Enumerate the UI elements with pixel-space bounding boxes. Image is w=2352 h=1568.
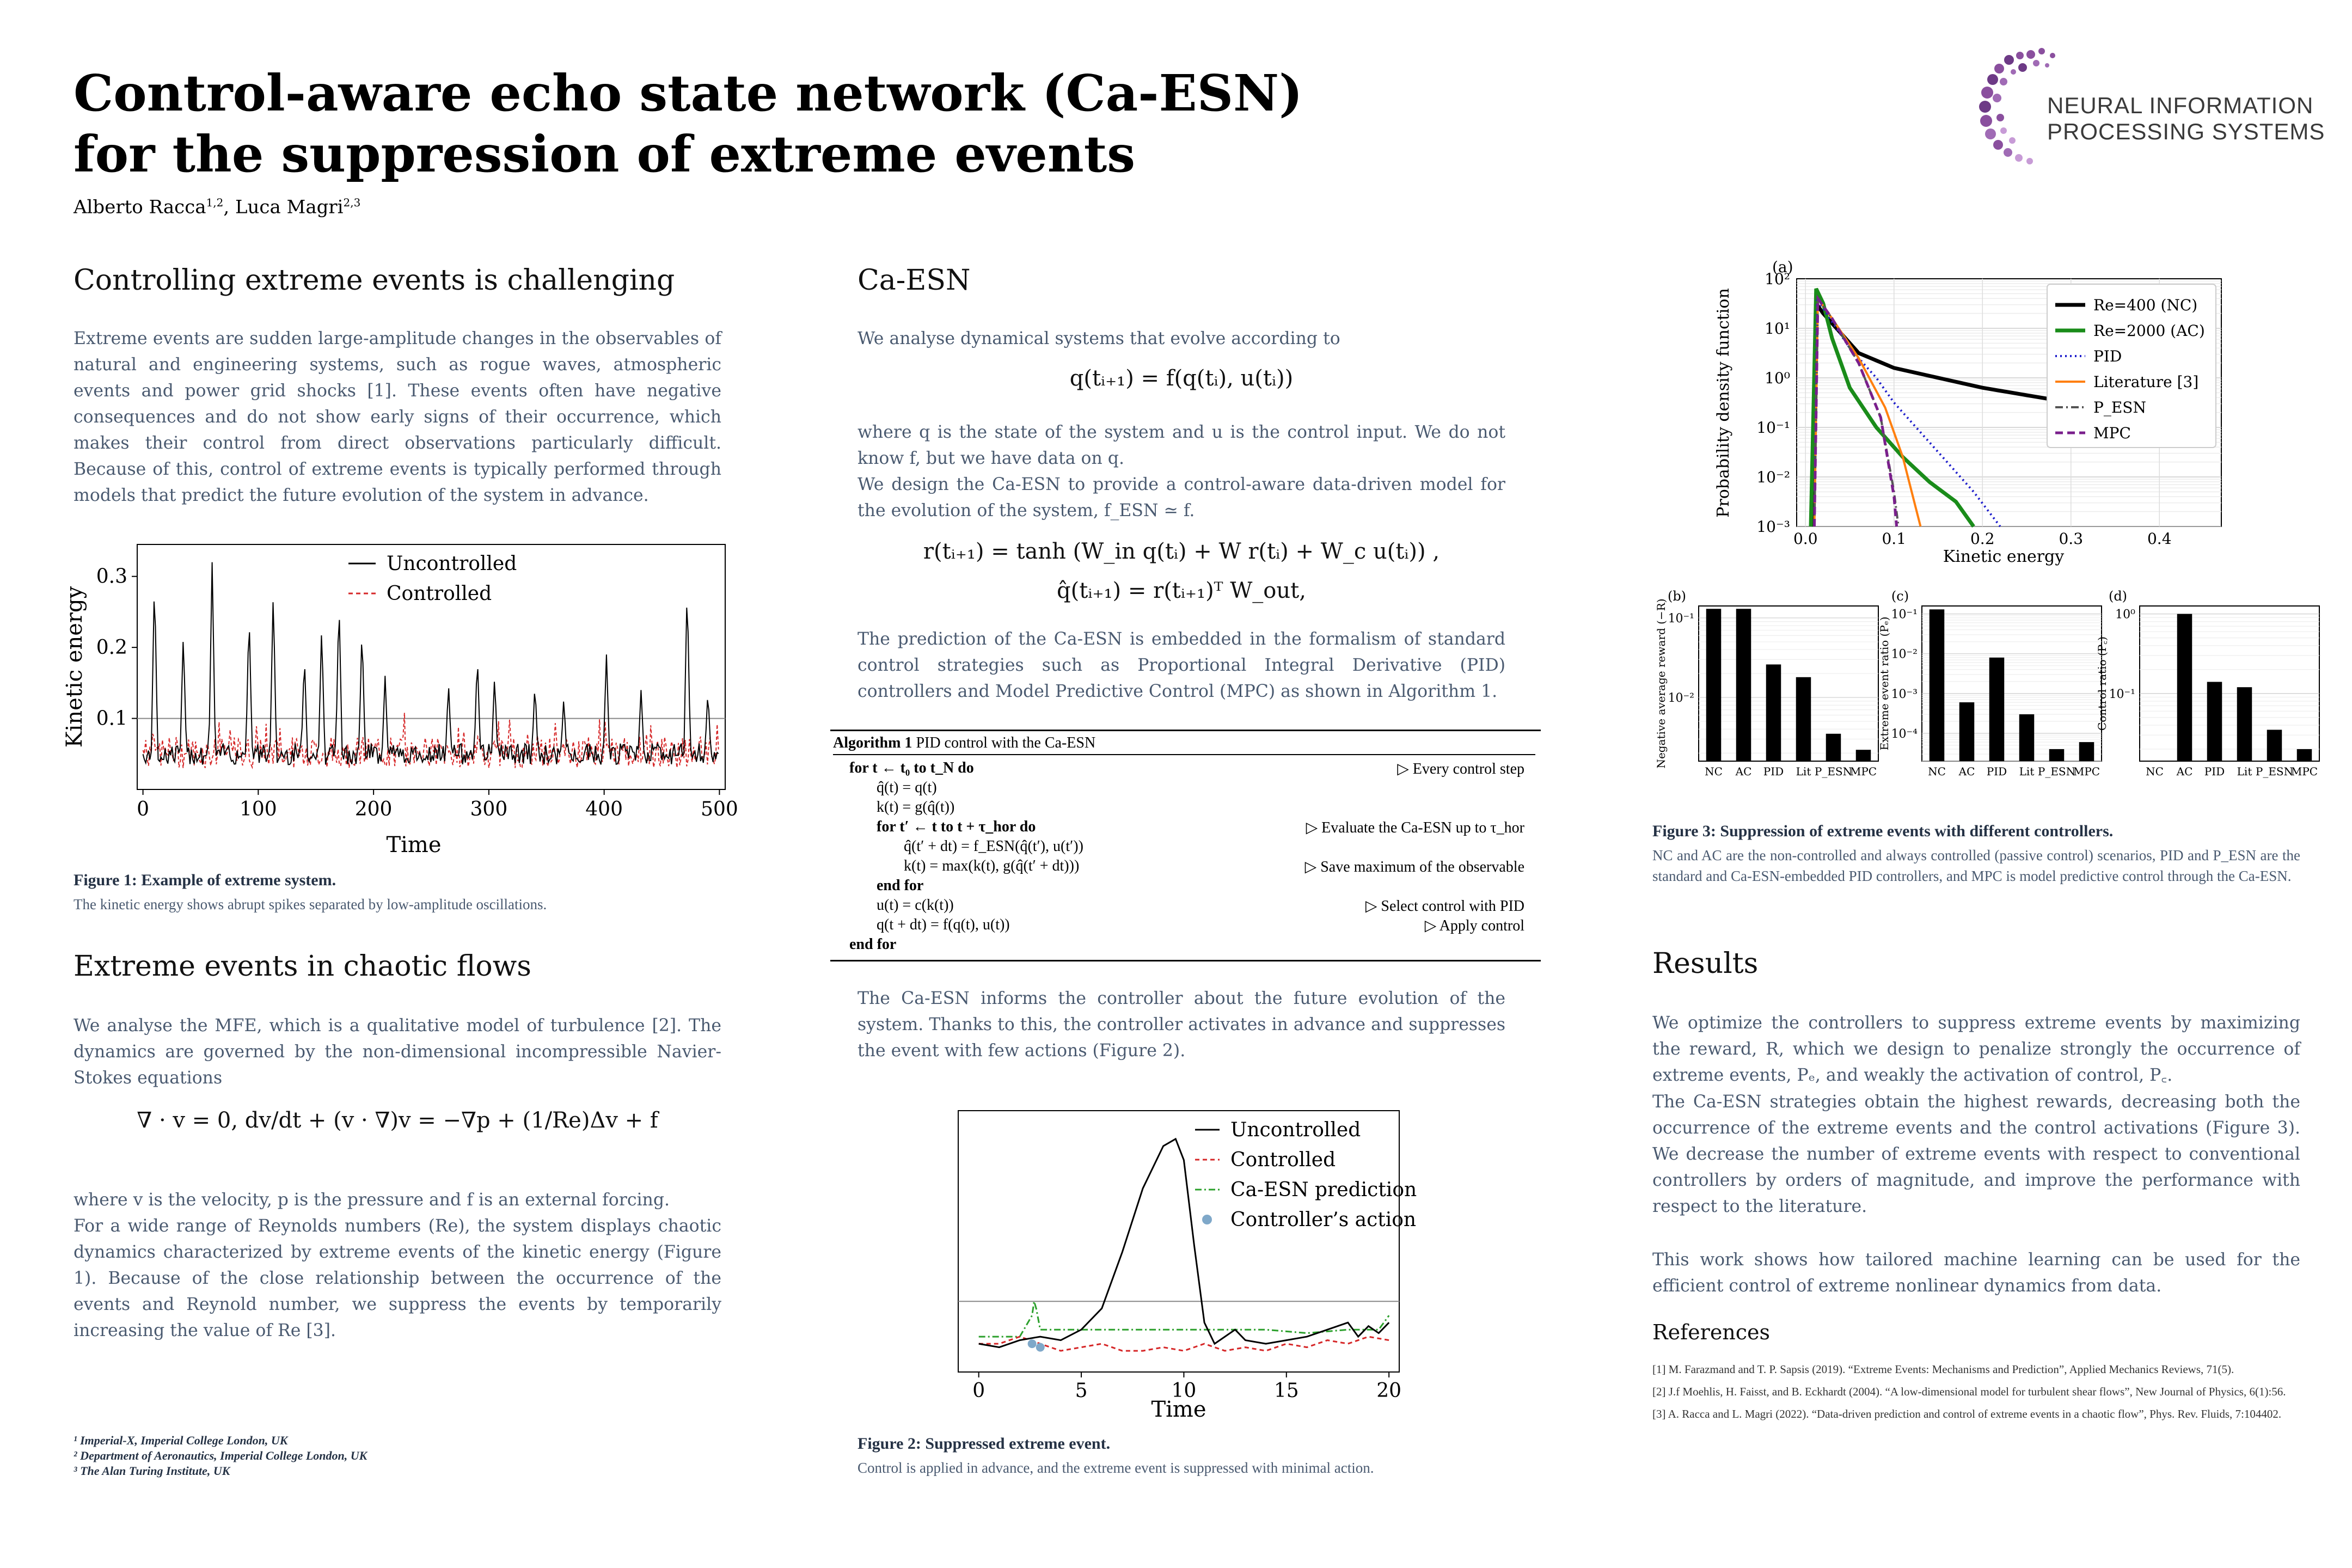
fig3-bar-ytick-label: 10⁻¹ (2109, 687, 2135, 701)
fig2-legend-action: Controller’s action (1230, 1209, 1417, 1231)
fig2-xtick-label: 10 (1171, 1380, 1197, 1402)
esn-output-equation: q̂(tᵢ₊₁) = r(tᵢ₊₁)ᵀ W_out, (1057, 578, 1306, 603)
fig3-bar-ytick-label: 10⁻⁴ (1891, 727, 1918, 741)
fig3-bar-category-label: PID (1986, 765, 2007, 778)
section-text-chaotic-2: where v is the velocity, p is the pressure and f is an external forcing. (74, 1190, 670, 1210)
figure-2-caption-title: Figure 2: Suppressed extreme event. (857, 1435, 1111, 1453)
fig3a-panel-label: (a) (1772, 258, 1793, 276)
fig3-bar-ytick-label: 10⁻³ (1891, 687, 1918, 701)
algorithm-line (849, 897, 1524, 915)
fig3a-legend-label: Re=400 (NC) (2093, 296, 2198, 314)
fig3-bar-category-label: AC (1958, 765, 1975, 778)
fig3-bar (2297, 749, 2312, 761)
algorithm-1 (830, 730, 1541, 961)
section-title-challenge: Controlling extreme events is challenging (74, 264, 675, 297)
section-text-results-2: The Ca-ESN strategies obtain the highest rewards, decreasing both the occurrence of the extreme events and the control activations (Figure 3). We decrease the number of extreme events with respect to conventional controllers by orders of magnitude, and improve the performance with respect to the literature. (1652, 1092, 2300, 1216)
figure-1-caption-title: Figure 1: Example of extreme system. (74, 871, 336, 889)
fig3-bar-category-label: PID (1763, 765, 1784, 778)
fig3-bar-ytick-label: 10⁻¹ (1668, 611, 1694, 626)
footnote-1: ¹ Imperial-X, Imperial College London, UK (74, 1434, 288, 1447)
fig3-bar (2267, 730, 2282, 761)
algorithm-title (833, 734, 1535, 755)
fig3-bar-category-label: NC (1705, 765, 1723, 778)
fig2-xtick-label: 5 (1075, 1380, 1088, 1402)
fig1-legend-uncontrolled: Uncontrolled (387, 553, 517, 575)
fig3-bar (2237, 687, 2252, 761)
algorithm-line-statement: q̂(t) = q(t) (877, 779, 937, 796)
fig3-bar-category-label: P_ESN (1814, 765, 1853, 778)
fig1-xtick-label: 500 (701, 798, 738, 820)
fig2-legend-action-swatch (1202, 1215, 1212, 1224)
fig1-xtick-label: 200 (354, 798, 393, 820)
fig2-xtick-label: 20 (1376, 1380, 1402, 1402)
fig2-xtick-label: 15 (1273, 1380, 1299, 1402)
algorithm-line-statement: k(t) = g(q̂(t)) (877, 799, 955, 816)
reference-1: [1] M. Farazmand and T. P. Sapsis (2019). “Extreme Events: Mechanisms and Prediction”, Applied Mechanics Reviews, 71(5). (1652, 1363, 2234, 1376)
fig3-bar-axes-frame (2140, 606, 2319, 761)
figure-3-caption-text: NC and AC are the non-controlled and always controlled (passive control) scenarios, PID and P_ESN are the standard and Ca-ESN-embedded PID controllers, and MPC is model predictive control through the Ca-ESN. (1652, 847, 2300, 884)
fig3-bar-category-label: Lit (2019, 765, 2035, 778)
fig3a-ytick-label: 10⁰ (1765, 369, 1790, 387)
algorithm-line-statement: end for (877, 877, 924, 894)
algorithm-line-comment: ▷ Select control with PID (1365, 898, 1524, 915)
fig3-bar-axes-frame (1699, 606, 1878, 761)
section-title-chaotic: Extreme events in chaotic flows (74, 950, 531, 983)
figure-3a-chart (1699, 250, 2243, 577)
section-text-chaotic-3: For a wide range of Reynolds numbers (Re), the system displays chaotic dynamics characterized by extreme events of the kinetic energy (Figure 1). Because of the close relationship between the occurrence of the events and Reynold number, we suppress the events by temporarily increasing the value of Re [3]. (74, 1216, 721, 1340)
algorithm-line-comment: ▷ Apply control (1424, 917, 1524, 934)
fig3-bar (1959, 702, 1975, 761)
author-1: Alberto Racca (74, 196, 206, 218)
fig3-bar-ytick-label: 10⁻¹ (1891, 608, 1918, 622)
algorithm-line-statement: end for (849, 936, 897, 953)
algorithm-line (849, 779, 1524, 798)
algorithm-label: Algorithm 1 (833, 734, 912, 751)
fig1-xtick-label: 100 (239, 798, 277, 820)
title-line-1: Control-aware echo state network (Ca-ESN) (74, 64, 1303, 122)
reference-3: [3] A. Racca and L. Magri (2022). “Data-driven prediction and control of extreme events in a chaotic flow”, Phys. Rev. Fluids, 7:104402. (1652, 1407, 2282, 1420)
fig3-fig3c-panel (1878, 589, 2102, 778)
fig3a-legend-label: MPC (2093, 424, 2131, 442)
fig3-bar (1989, 658, 2005, 761)
esn-reservoir-equation: r(tᵢ₊₁) = tanh (W_in q(tᵢ) + W r(tᵢ) + W_c u(tᵢ)) , (923, 539, 1440, 564)
navier-stokes-equation: ∇ · v = 0, dv/dt + (v · ∇)v = −∇p + (1/Re)Δv + f (137, 1108, 658, 1133)
title-line-2: for the suppression of extreme events (74, 125, 1136, 183)
fig3a-xtick-label: 0.4 (2147, 530, 2172, 548)
fig1-ytick-label: 0.2 (96, 636, 127, 659)
algorithm-title-text: PID control with the Ca-ESN (912, 734, 1096, 751)
algorithm-line (849, 799, 1524, 817)
algorithm-line (849, 877, 1524, 896)
fig3-bar (2019, 714, 2035, 761)
fig2-legend-uncontrolled: Uncontrolled (1230, 1119, 1361, 1141)
fig3a-xtick-label: 0.2 (1970, 530, 1995, 548)
logo-text (2047, 93, 2325, 145)
section-text-caesn-1: We analyse dynamical systems that evolve according to (857, 329, 1340, 348)
fig3-bar-ytick-label: 10⁻² (1891, 647, 1918, 661)
dynamics-equation: q(tᵢ₊₁) = f(q(tᵢ), u(tᵢ)) (1069, 366, 1294, 391)
footnote-3: ³ The Alan Turing Institute, UK (74, 1464, 230, 1478)
algorithm-body (849, 759, 1524, 955)
fig3-bar (1856, 750, 1871, 761)
fig3-fig3d-panel (2096, 589, 2319, 778)
fig3-bar-ylabel: Extreme event ratio (Pₑ) (1878, 616, 1891, 751)
neurips-logo-icon (1971, 44, 2058, 174)
neurips-logo (1971, 44, 2341, 174)
fig3a-xtick-label: 0.1 (1882, 530, 1907, 548)
algorithm-line (849, 936, 1524, 954)
fig1-ylabel: Kinetic energy (62, 586, 87, 748)
fig3-bar (1930, 609, 1945, 761)
fig3-bar-category-label: MPC (2290, 765, 2318, 778)
section-text-caesn-5: The Ca-ESN informs the controller about the future evolution of the system. Thanks to this, the controller activates in advance and suppresses the event with few actions (Figure 2). (857, 989, 1505, 1061)
poster-title (74, 63, 1380, 185)
fig3-bar-panel-label: (c) (1891, 589, 1909, 604)
fig3-bar (2079, 742, 2094, 761)
algorithm-line (849, 838, 1524, 856)
fig2-action-point (1028, 1339, 1037, 1348)
fig3a-xlabel: Kinetic energy (1943, 547, 2065, 566)
author-2: , Luca Magri (223, 196, 344, 218)
fig1-xlabel: Time (386, 832, 442, 857)
fig3a-ytick-label: 10⁻³ (1756, 518, 1790, 536)
algorithm-line-statement: u(t) = c(k(t)) (877, 897, 954, 914)
algorithm-line-comment: ▷ Every control step (1397, 761, 1524, 777)
fig3-bar-category-label: AC (1735, 765, 1752, 778)
fig3a-legend-label: P_ESN (2093, 399, 2146, 416)
figure-3bcd-charts (1639, 585, 2330, 792)
algorithm-line (849, 857, 1524, 876)
fig3-bar-panel-label: (b) (1667, 589, 1687, 604)
fig1-legend-controlled: Controlled (387, 583, 492, 605)
fig3-bar-axes-frame (1922, 606, 2102, 761)
section-text-challenge: Extreme events are sudden large-amplitude changes in the observables of natural and engineering systems, such as rogue waves, atmospheric events and power grid shocks [1]. These events often have negative consequences and do not show early signs of their occurrence, which makes their control from direct observations particularly difficult. Because of this, control of extreme events is typically performed through models that predict the future evolution of the system in advance. (74, 329, 721, 505)
fig3a-legend-label: PID (2093, 347, 2122, 365)
fig1-xtick-label: 400 (585, 798, 623, 820)
fig3-bar-category-label: PID (2204, 765, 2225, 778)
fig1-ytick-label: 0.3 (96, 565, 127, 588)
section-text-chaotic-1: We analyse the MFE, which is a qualitative model of turbulence [2]. The dynamics are governed by the non-dimensional incompressible Navier-Stokes equations (74, 1016, 721, 1088)
algorithm-line (849, 818, 1524, 837)
fig3-bar-category-label: P_ESN (2255, 765, 2294, 778)
fig3-bar (1766, 664, 1781, 761)
fig3-bar-category-label: MPC (2073, 765, 2100, 778)
fig3-bar-ylabel: Negative average reward (−R) (1655, 598, 1668, 769)
fig3-bar-category-label: AC (2176, 765, 2193, 778)
fig3a-xtick-label: 0.3 (2059, 530, 2084, 548)
fig3-bar (1736, 609, 1751, 761)
algorithm-line (849, 759, 1524, 778)
section-title-results: Results (1652, 947, 1759, 980)
algorithm-line-statement: q̂(t′ + dt) = f_ESN(q̂(t′), u(t′)) (904, 838, 1083, 855)
fig3a-ytick-label: 10² (1765, 270, 1790, 288)
section-text-caesn-3: We design the Ca-ESN to provide a control-aware data-driven model for the evolution of the system, f_ESN ≃ f. (857, 475, 1505, 520)
fig1-xtick-label: 300 (470, 798, 508, 820)
fig3-bar (1706, 609, 1722, 761)
algorithm-line-comment: ▷ Evaluate the Ca-ESN up to τ_hor (1306, 819, 1524, 836)
algorithm-line-statement: for t ← t₀ to t_N do (849, 759, 974, 776)
fig3a-ytick-label: 10⁻¹ (1756, 419, 1790, 437)
fig3a-legend-label: Re=2000 (AC) (2093, 322, 2205, 340)
figure-1-caption-text: The kinetic energy shows abrupt spikes separated by low-amplitude oscillations. (74, 896, 547, 912)
fig3-bar-panel-label: (d) (2108, 589, 2128, 604)
section-text-results-1: We optimize the controllers to suppress extreme events by maximizing the reward, R, which we design to penalize strongly the occurrence of extreme events, Pₑ, and weakly the activation of control, P꜀. (1652, 1013, 2300, 1085)
algorithm-line-statement: for t′ ← t to t + τ_hor do (877, 818, 1036, 835)
authors (74, 196, 360, 218)
fig3-bar (1796, 677, 1811, 761)
fig3-bar-category-label: Lit (2237, 765, 2252, 778)
fig2-xlabel: Time (1151, 1397, 1206, 1422)
section-text-caesn-4: The prediction of the Ca-ESN is embedded in the formalism of standard control strategies such as Proportional Integral Derivative (PID) controllers and Model Predictive Control (MPC) as shown in Algorithm 1. (857, 629, 1505, 701)
logo-line-1: NEURAL INFORMATION (2047, 93, 2314, 118)
fig3-bar-category-label: MPC (1849, 765, 1877, 778)
reference-2: [2] J.f Moehlis, H. Faisst, and B. Eckhardt (2004). “A low-dimensional model for turbulent shear flows”, New Journal of Physics, 6(1):56. (1652, 1385, 2286, 1398)
fig1-xtick-label: 0 (137, 798, 150, 820)
algorithm-line-statement: k(t) = max(k(t), g(q̂(t′ + dt))) (904, 857, 1080, 874)
fig1-ytick-label: 0.1 (96, 707, 127, 730)
fig3-bar-ylabel: Control ratio (P꜀) (2096, 636, 2109, 731)
footnotes (74, 1433, 367, 1479)
author-2-affil: 2,3 (343, 196, 361, 209)
section-title-caesn: Ca-ESN (857, 264, 971, 297)
section-text-caesn-2: where q is the state of the system and u is the control input. We do not know f, but we have data on q. (857, 422, 1505, 468)
fig3a-ytick-label: 10¹ (1765, 320, 1790, 338)
fig3-bar-ytick-label: 10⁻² (1668, 691, 1694, 706)
fig3-bar-ytick-label: 10⁰ (2115, 608, 2135, 622)
fig3-fig3b-panel (1655, 589, 1878, 778)
fig3-bar (2177, 614, 2192, 761)
figure-1-chart (60, 534, 738, 871)
fig3-bar (1826, 734, 1841, 761)
figure-3-caption-title: Figure 3: Suppression of extreme events with different controllers. (1652, 822, 2114, 840)
fig2-legend-controlled: Controlled (1230, 1149, 1336, 1171)
algorithm-line-comment: ▷ Save maximum of the observable (1304, 859, 1524, 875)
fig3a-ylabel: Probability density function (1714, 288, 1733, 518)
fig2-legend-prediction: Ca-ESN prediction (1230, 1179, 1417, 1201)
figure-2-caption-text: Control is applied in advance, and the extreme event is suppressed with minimal action. (857, 1460, 1374, 1476)
section-text-results-3: This work shows how tailored machine learning can be used for the efficient control of extreme nonlinear dynamics from data. (1652, 1250, 2300, 1296)
algorithm-line (849, 916, 1524, 935)
fig3-bar-category-label: P_ESN (2037, 765, 2076, 778)
author-1-affil: 1,2 (206, 196, 224, 209)
fig3-bar-category-label: Lit (1796, 765, 1811, 778)
fig3a-legend-label: Literature [3] (2093, 373, 2199, 391)
figure-2-chart (926, 1100, 1432, 1426)
fig3-bar-category-label: NC (2146, 765, 2164, 778)
logo-line-2: PROCESSING SYSTEMS (2047, 119, 2325, 144)
fig3-bar (2049, 749, 2065, 761)
references-list (1652, 1361, 2300, 1423)
references-heading: References (1652, 1320, 1771, 1344)
fig3-bar-category-label: NC (1928, 765, 1946, 778)
fig3a-ytick-label: 10⁻² (1756, 468, 1790, 486)
footnote-2: ² Department of Aeronautics, Imperial College London, UK (74, 1449, 367, 1462)
fig3a-xtick-label: 0.0 (1793, 530, 1818, 548)
fig2-xtick-label: 0 (972, 1380, 985, 1402)
fig2-series-prediction (979, 1301, 1389, 1337)
fig3-bar (2207, 682, 2222, 761)
algorithm-line-statement: q(t + dt) = f(q(t), u(t)) (877, 916, 1010, 933)
fig2-action-point (1036, 1343, 1045, 1352)
